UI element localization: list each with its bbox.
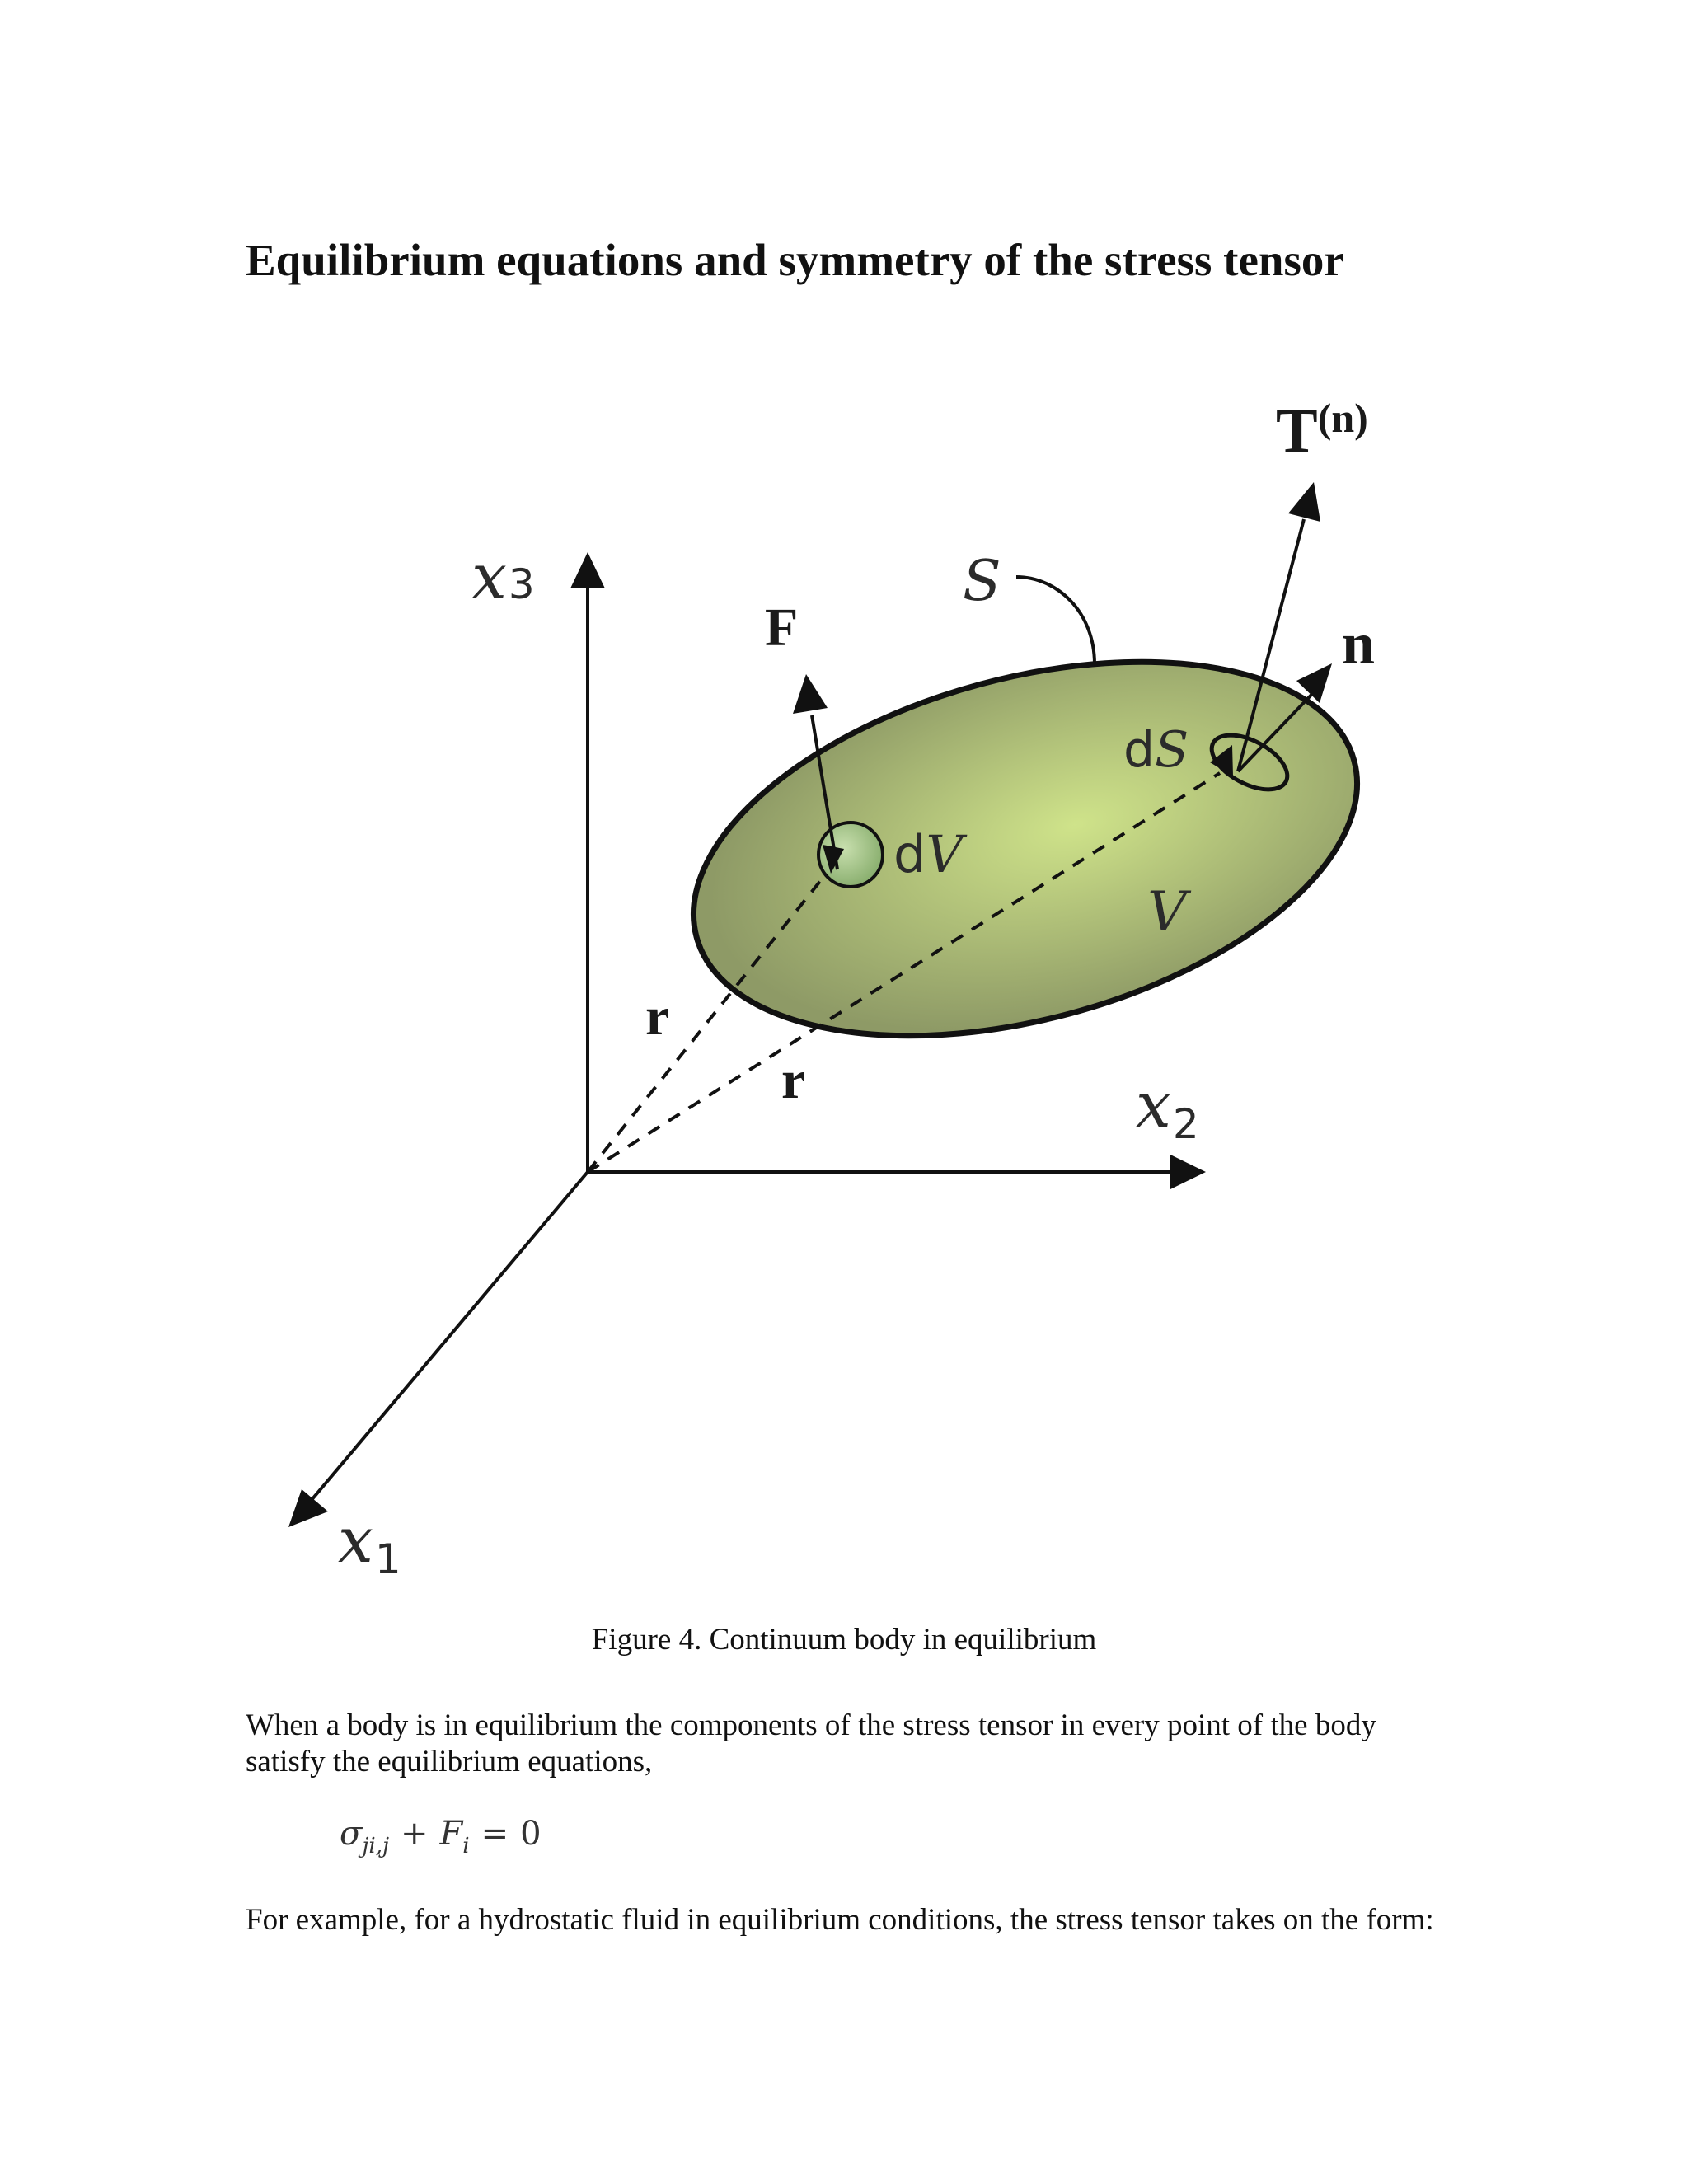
figure-diagram [247,371,1451,1607]
x2-arrowhead [1170,1155,1206,1189]
body-force-arrowhead [793,674,828,714]
position-vector-label-2: r [781,1050,806,1110]
paragraph-hydrostatic: For example, for a hydrostatic fluid in equilibrium conditions, the stress tensor takes on the form: [246,1903,1434,1937]
surface-leader-line [1016,577,1095,664]
eq-sigma: σ [340,1815,363,1853]
volume-label: V [1147,880,1187,944]
x1-arrowhead [288,1489,328,1527]
body-volume [652,596,1398,1102]
eq-equals: = [481,1815,509,1853]
body-force-label: F [765,598,799,658]
figure-caption: Figure 4. Continuum body in equilibrium [591,1623,1097,1657]
paragraph-equilibrium: When a body is in equilibrium the components of the stress tensor in every point of the body satisfy the equilibrium equations, [246,1708,1376,1779]
eq-F-subscript: i [462,1834,470,1858]
eq-F: F [439,1815,463,1853]
traction-label: T(n) [1276,395,1368,466]
equilibrium-equation [340,1811,542,1856]
eq-plus: + [401,1815,429,1853]
position-vector-label-1: r [645,987,670,1047]
eq-rhs: 0 [520,1815,542,1853]
x1-axis [312,1172,588,1500]
x3-label: x3 [471,540,535,613]
x2-label: x2 [1136,1068,1199,1148]
traction-arrowhead [1288,482,1320,522]
eq-sigma-subscript: ji,j [362,1834,390,1858]
normal-label: n [1342,611,1376,677]
continuum-body-figure [247,371,1451,1607]
surface-element-label: dS [1123,721,1189,779]
surface-label: S [963,549,1001,614]
page-title: Equilibrium equations and symmetry of the stress tensor [246,235,1344,285]
x1-label: x1 [338,1503,401,1583]
x3-arrowhead [570,552,605,588]
volume-element-label: dV [893,824,964,884]
